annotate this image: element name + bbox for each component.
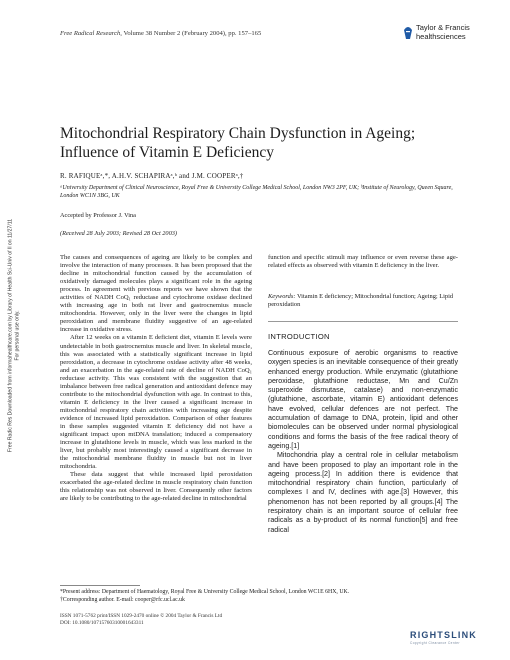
volume-info: , Volume 38 Number 2 (February 2004), pp. 157–165 (120, 30, 262, 37)
keywords-text: Vitamin E deficiency; Mitochondrial function; Ageing; Lipid peroxidation (268, 293, 454, 308)
accepted-by: Accepted by Professor J. Vina (60, 212, 136, 219)
publisher-logo-icon (402, 24, 414, 40)
doi-line: DOI: 10.1080/10715760310001643311 (60, 619, 144, 626)
footnote-corresponding-author: †Corresponding author. E-mail: cooper@rfc.ucl.ac.uk (60, 597, 185, 603)
abstract-left-column (60, 254, 252, 503)
keywords (268, 293, 458, 309)
keywords-label: Keywords: (268, 293, 296, 300)
footnote-rule (60, 585, 140, 586)
article-affiliations: ᵃUniversity Department of Clinical Neuroscience, Royal Free & University College Medical School, London NW3 2PF, UK; ᵇInstitute of Neurology, Queen Square, London WC1N 3BG, UK (60, 185, 453, 199)
article-title: Mitochondrial Respiratory Chain Dysfunction in Ageing; Influence of Vitamin E Deficiency (60, 125, 416, 161)
article-authors: R. RAFIQUEᵃ,*, A.H.V. SCHAPIRAᵃ,ᵇ and J.M. COOPERᵃ,† (60, 172, 244, 180)
footnote-present-address: *Present address: Department of Haematology, Royal Free & University College Medical School, London WC1E 6HX, UK. (60, 589, 350, 595)
publisher-logo (402, 22, 482, 46)
publisher-name: Taylor & Francis (416, 23, 470, 32)
issn-doi (60, 613, 222, 626)
introduction-paragraph-1: Continuous exposure of aerobic organisms to reactive oxygen species is an inevitable consequence of their greatly enhanced energy production. While enzymatic (glutathione peroxidase, glutathione reductase, Mn and Cu/Zn superoxide dismutase, catalase) and non-enzymatic (glutathione, ascorbate, vitamin E) antioxidant defences have evolved, cellular defences are not perfect. The accumulation of damage to DNA, protein, lipid and other biomolecules can be observed under normal physiological conditions and forms the basis of the free radical theory of ageing.[1] (268, 349, 458, 450)
journal-name: Free Radical Research (60, 30, 121, 37)
introduction-paragraph-2: Mitochondria play a central role in cellular metabolism and have been proposed to play an important role in the ageing process.[2] In addition there is evidence that mitochondrial respiratory chain function, particularly of complexes I and IV, declines with age.[3] However, this phenomenon has not been reported by all groups.[4] The respiratory chain is an important source of cellular free radicals as a by-product of its normal function[5] and free radical (268, 451, 458, 534)
abstract-paragraph-2: After 12 weeks on a vitamin E deficient diet, vitamin E levels were undetectable in both gastrocnemius muscle and liver. In skeletal muscle, this was associated with a statistically significant increase in lipid peroxidation, a decrease in cytochrome oxidase activity after 48 weeks, and an exacerbation in the age-related rate of decline of NADH CoQ₁ reductase activity. This was consistent with the suggestion that an imbalance between free radical generation and antioxidant defence may contribute to the mitochondrial dysfunction with age. In contrast to this, vitamin E deficiency in the liver caused a significant increase in mitochondrial respiratory chain activities with increasing age despite evidence of increased lipid peroxidation. Comparison of other features in these samples suggested vitamin E deficiency did not have a significant impact upon mtDNA translation; induced a compensatory increase in glutathione levels in muscle, which was less marked in the liver, but probably most interestingly caused a significant decrease in the mitochondrial membrane fluidity in muscle but not in liver mitochondria. (60, 334, 252, 471)
rightslink-label: RIGHTSLINK (410, 630, 477, 640)
abstract-paragraph-3: These data suggest that while increased lipid peroxidation exacerbated the age-related decline in muscle respiratory chain function this relationship was not observed in liver. Consequently other factors are likely to be contributing to the age-related decline in mitochondrial (60, 471, 252, 503)
rightslink-tagline: Copyright Clearance Center (410, 641, 460, 645)
introduction-heading: INTRODUCTION (268, 332, 330, 341)
introduction-body (268, 349, 458, 535)
watermark-line-2: For personal use only. (14, 310, 20, 361)
watermark-line-1: Free Radic Res Downloaded from informahealthcare.com by Library of Health Sci-Univ of Il on 11/27/11 (7, 218, 14, 453)
section-divider (268, 321, 458, 322)
received-dates: (Received 28 July 2003; Revised 28 Oct 2003) (60, 230, 177, 237)
journal-citation (60, 30, 261, 37)
issn-line: ISSN 1071-5762 print/ISSN 1029-2470 online © 2004 Taylor & Francis Ltd (60, 613, 223, 619)
abstract-paragraph-1: The causes and consequences of ageing are likely to be complex and involve the interaction of many processes. It has been proposed that the decline in mitochondrial function caused by the accumulation of oxidatively damaged molecules plays a significant role in the ageing process. In agreement with previous reports we have shown that the activities of NADH CoQ₁ reductase and cytochrome oxidase declined with increasing age in both rat liver and gastrocnemius muscle mitochondria. However, only in the liver were the changes in lipid peroxidation and membrane fluidity suggestive of an age-related increase in oxidative stress. (60, 254, 252, 334)
rightslink-logo[interactable] (410, 630, 477, 645)
watermark-text (8, 186, 21, 486)
download-watermark (2, 185, 26, 485)
publisher-division: healthsciences (416, 32, 466, 41)
abstract-paragraph-4: function and specific stimuli may influence or even reverse these age-related effects as observed with vitamin E deficiency in the liver. (268, 254, 458, 270)
abstract-right-column (268, 254, 458, 270)
